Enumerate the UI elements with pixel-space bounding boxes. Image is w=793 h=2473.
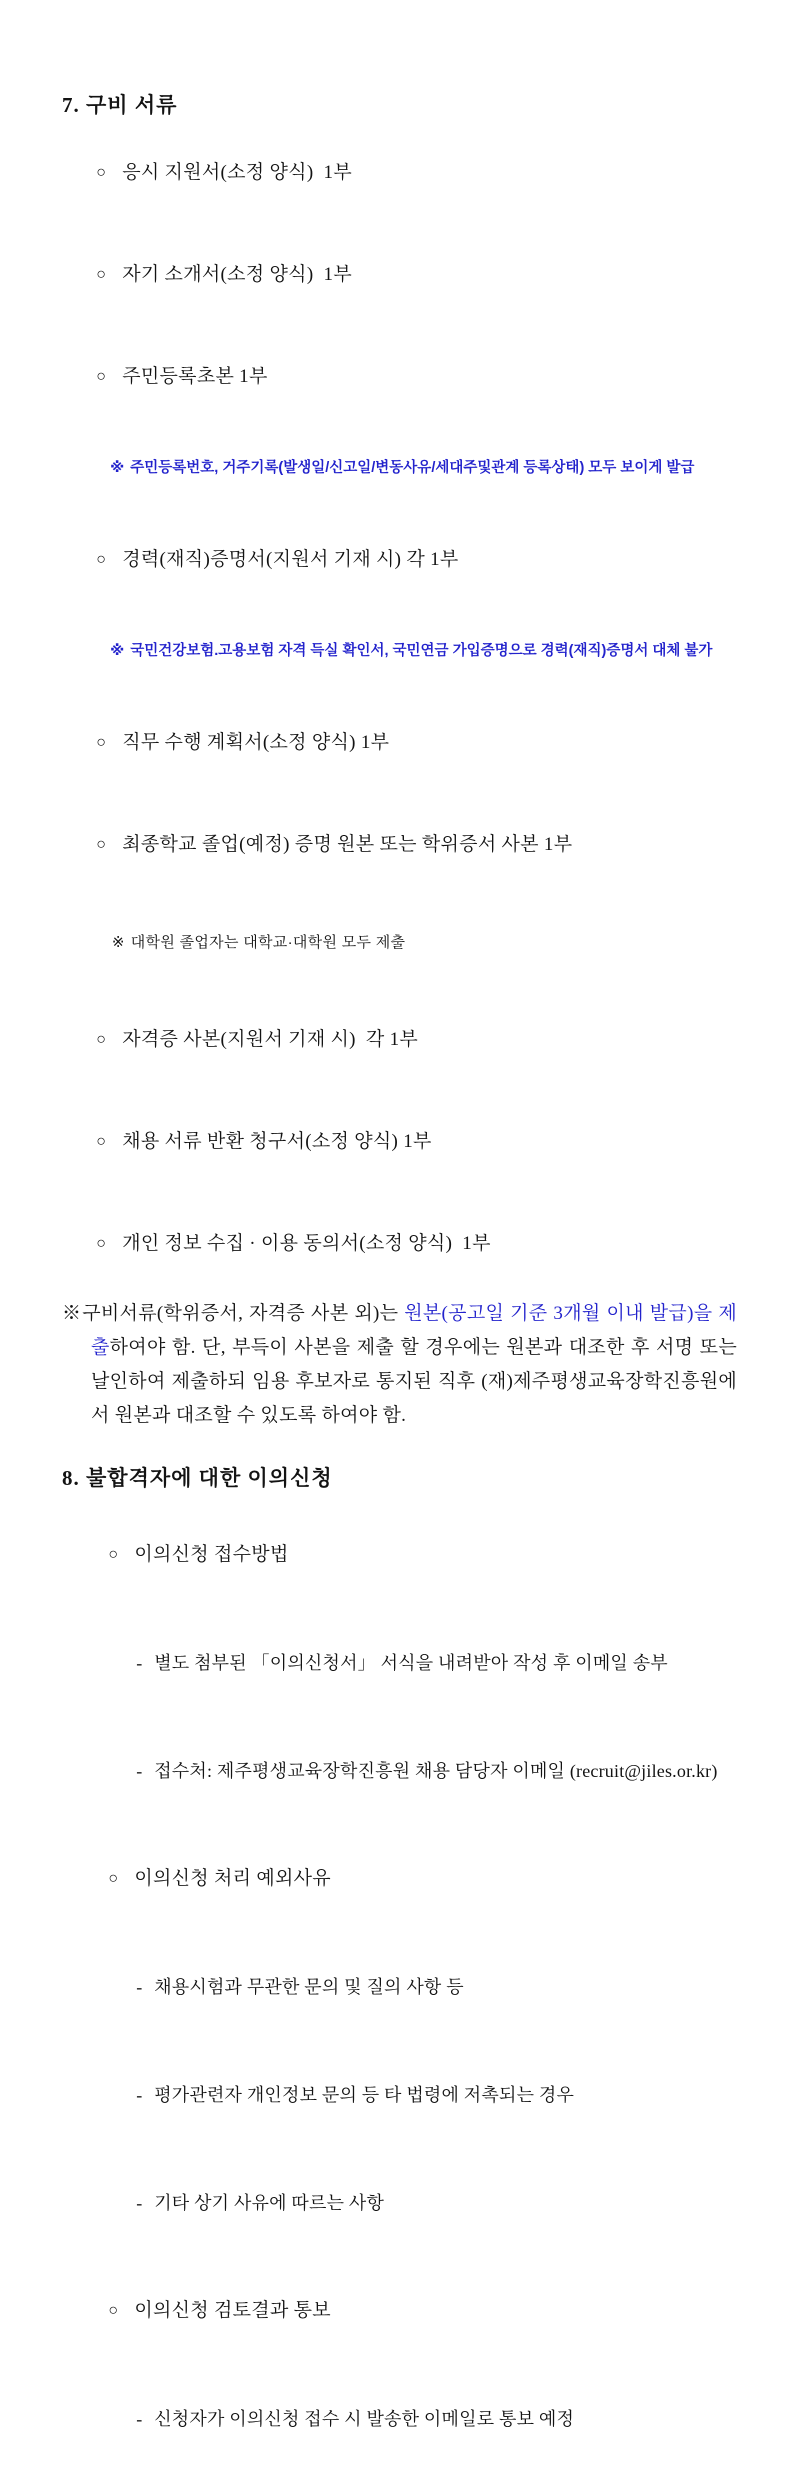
list-item xyxy=(62,1193,737,1295)
reference-mark: ※ xyxy=(62,1303,83,1324)
list-item xyxy=(62,794,737,896)
list-item xyxy=(62,989,737,1091)
footnote-text: 하여야 함. 단, 부득이 사본을 제출 할 경우에는 원본과 대조한 후 서명 또는 날인하여 제출하되 임용 후보자로 통지된 직후 (재)제주평생교육장학진흥원에서 원본과 대조할 수 있도록 하여야 함. xyxy=(91,1337,743,1426)
list-item xyxy=(62,1501,737,1609)
section-8 xyxy=(62,1461,737,2473)
note-text: 주민등록번호, 거주기록(발생일/신고일/변동사유/세대주및관계 등록상태) 모두 보이게 발급 xyxy=(130,460,695,476)
list-item xyxy=(62,224,737,326)
reference-mark: ※ xyxy=(110,460,125,476)
circle-bullet: ○ xyxy=(96,368,107,385)
circle-bullet: ○ xyxy=(96,836,107,853)
sub-item-text: 기타 상기 사유에 따르는 사항 xyxy=(154,2193,385,2213)
sub-item-text: 신청자가 이의신청 접수 시 발송한 이메일로 통보 예정 xyxy=(154,2409,575,2429)
list-item-text: 자기 소개서(소정 양식) 1부 xyxy=(122,264,352,285)
dash-bullet: - xyxy=(136,2409,143,2429)
circle-bullet: ○ xyxy=(96,164,107,181)
list-item-text: 주민등록초본 1부 xyxy=(122,366,268,387)
list-item xyxy=(62,326,737,428)
list-item-text: 이의신청 검토결과 통보 xyxy=(134,2300,331,2321)
note-text: 대학원 졸업자는 대학교·대학원 모두 제출 xyxy=(130,934,406,951)
sub-item xyxy=(62,2149,737,2257)
sub-item-text: 채용시험과 무관한 문의 및 질의 사항 등 xyxy=(154,1977,464,1997)
reference-mark: ※ xyxy=(111,934,125,951)
dash-bullet: - xyxy=(136,1653,143,1673)
dash-bullet: - xyxy=(136,1761,143,1781)
section-8-heading: 8. 불합격자에 대한 이의신청 xyxy=(62,1466,333,1490)
circle-bullet: ○ xyxy=(96,1235,107,1252)
sub-item-text: 평가관련자 개인정보 문의 등 타 법령에 저촉되는 경우 xyxy=(154,2085,575,2105)
circle-bullet: ○ xyxy=(108,1870,119,1887)
list-item xyxy=(62,509,737,611)
sub-item xyxy=(62,1609,737,1717)
annotation-note xyxy=(62,896,737,989)
footnote-highlight: 원본(공고일 기준 3개월 이내 발급)을 제출 xyxy=(91,1303,737,1358)
circle-bullet: ○ xyxy=(108,2302,119,2319)
sub-item xyxy=(62,2365,737,2473)
circle-bullet: ○ xyxy=(108,1546,119,1563)
circle-bullet: ○ xyxy=(96,551,107,568)
list-item xyxy=(62,2257,737,2365)
circle-bullet: ○ xyxy=(96,1031,107,1048)
sub-item xyxy=(62,1933,737,2041)
list-item xyxy=(62,692,737,794)
dash-bullet: - xyxy=(136,2085,143,2105)
list-item-text: 최종학교 졸업(예정) 증명 원본 또는 학위증서 사본 1부 xyxy=(122,834,573,855)
list-item xyxy=(62,1825,737,1933)
reference-mark: ※ xyxy=(110,643,125,659)
circle-bullet: ○ xyxy=(96,1133,107,1150)
note-text: 국민건강보험.고용보험 자격 득실 확인서, 국민연금 가입증명으로 경력(재직)증명서 대체 불가 xyxy=(130,643,713,659)
annotation-note xyxy=(62,611,737,692)
section-7-heading: 7. 구비 서류 xyxy=(62,93,178,117)
list-item xyxy=(62,1091,737,1193)
footnote xyxy=(62,1297,743,1433)
list-item-text: 자격증 사본(지원서 기재 시) 각 1부 xyxy=(122,1029,419,1050)
sub-item xyxy=(62,1717,737,1825)
list-item-text: 이의신청 처리 예외사유 xyxy=(134,1868,331,1889)
sub-item-text: 접수처: 제주평생교육장학진흥원 채용 담당자 이메일 (recruit@jiles.or.kr) xyxy=(154,1761,718,1781)
list-item xyxy=(62,122,737,224)
circle-bullet: ○ xyxy=(96,266,107,283)
list-item-text: 이의신청 접수방법 xyxy=(134,1544,289,1565)
list-item-text: 채용 서류 반환 청구서(소정 양식) 1부 xyxy=(122,1131,432,1152)
sub-item-text: 별도 첨부된 「이의신청서」 서식을 내려받아 작성 후 이메일 송부 xyxy=(154,1653,668,1673)
annotation-note xyxy=(62,428,737,509)
sub-item xyxy=(62,2041,737,2149)
circle-bullet: ○ xyxy=(96,734,107,751)
list-item-text: 개인 정보 수집 · 이용 동의서(소정 양식) 1부 xyxy=(122,1233,491,1254)
list-item-text: 직무 수행 계획서(소정 양식) 1부 xyxy=(122,732,390,753)
dash-bullet: - xyxy=(136,1977,143,1997)
list-item-text: 경력(재직)증명서(지원서 기재 시) 각 1부 xyxy=(122,549,459,570)
dash-bullet: - xyxy=(136,2193,143,2213)
list-item-text: 응시 지원서(소정 양식) 1부 xyxy=(122,162,352,183)
footnote-text: 구비서류(학위증서, 자격증 사본 외)는 xyxy=(82,1303,405,1324)
